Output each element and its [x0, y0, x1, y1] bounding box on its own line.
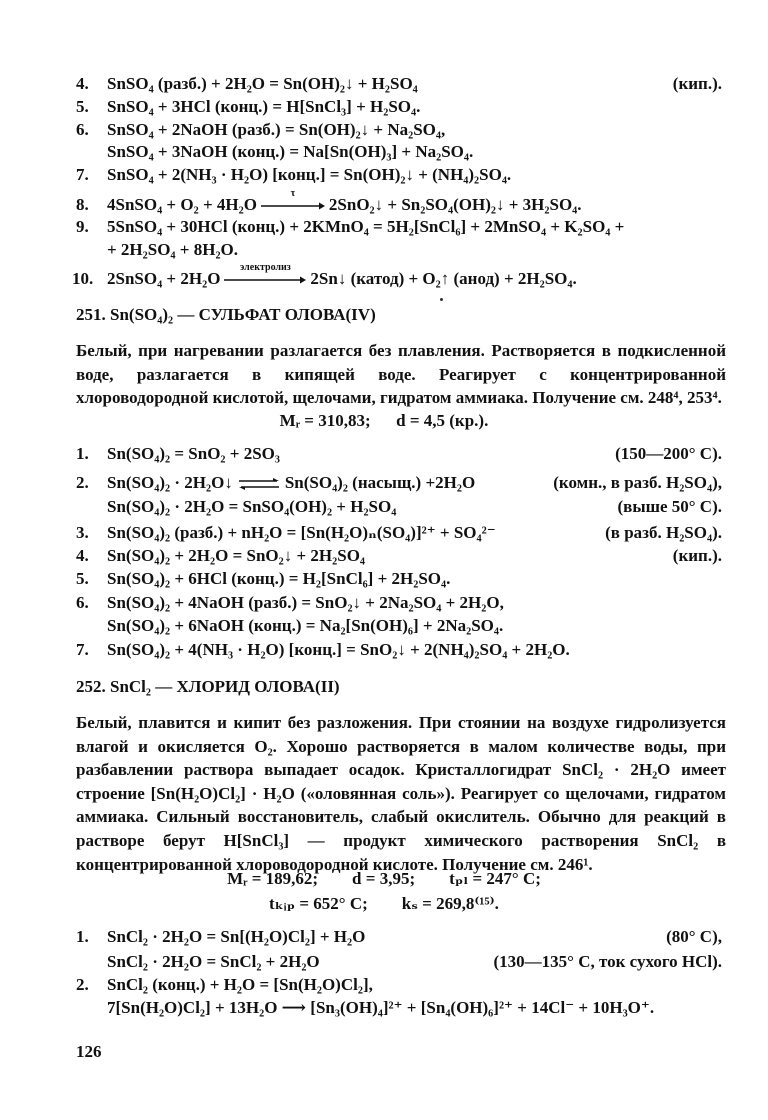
reaction-line: [76, 472, 722, 494]
reaction-condition: (выше 50° C).: [617, 497, 722, 516]
reaction-number: 7.: [76, 640, 89, 659]
reaction-equation: Sn(SO₄)₂ (разб.) + nH₂O = [Sn(H₂O)ₙ(SO₄)]²⁺ + SO₄²⁻: [107, 523, 496, 542]
reaction-equation: Sn(SO₄)₂ + 6NaOH (конц.) = Na₂[Sn(OH)₆] + 2Na₂SO₄.: [107, 616, 504, 635]
reaction-condition: (150—200° C).: [615, 444, 722, 463]
reaction-equation: + 2H₂SO₄ + 8H₂O.: [107, 240, 239, 259]
section-heading: 251. Sn(SO₄)₂ — СУЛЬФАТ ОЛОВА(IV): [76, 305, 376, 324]
reaction-condition: (130—135° C, ток сухого HCl).: [493, 952, 722, 971]
reaction-number: 4.: [76, 546, 89, 565]
reaction-line: [76, 568, 722, 590]
equation-left: Sn(SO₄)₂ · 2H₂O↓: [107, 473, 233, 492]
reaction-condition: (кип.).: [672, 546, 722, 565]
reaction-number: 7.: [76, 165, 89, 184]
reaction-equation: SnCl₂ (конц.) + H₂O = [Sn(H₂O)Cl₂],: [107, 975, 373, 994]
physical-properties: tₖᵢₚ = 652° C; kₛ = 269,8⁽¹⁵⁾.: [269, 894, 499, 913]
section-description: Белый, при нагревании разлагается без плавления. Растворяется в подкисленной воде, разлагается в кипящей воде. Реагирует с концентрированной хлороводородной кислотой, щелочами, гидратом аммиака. Получение см. 248⁴, 253⁴.: [76, 341, 726, 408]
reaction-number: 10.: [72, 269, 94, 288]
reaction-line: [76, 188, 722, 216]
equation-left: 2SnSO₄ + 2H₂O: [107, 269, 221, 288]
reaction-equation: Sn(SO₄)₂ + 2H₂O = SnO₂↓ + 2H₂SO₄: [107, 546, 366, 565]
reaction-equation: Sn(SO₄)₂ = SnO₂ + 2SO₃: [107, 444, 280, 463]
reaction-line: [76, 951, 722, 973]
reaction-equation: SnSO₄ + 2(NH₃ · H₂O) [конц.] = Sn(OH)₂↓ + (NH₄)₂SO₄.: [107, 165, 512, 184]
arrow-label: τ: [290, 188, 296, 200]
reaction-condition: (80° C),: [666, 927, 722, 946]
reaction-line: [76, 997, 722, 1019]
print-speck: [440, 298, 443, 301]
reaction-equation: Sn(SO₄)₂ + 6HCl (конц.) = H₂[SnCl₆] + 2H₂SO₄.: [107, 569, 451, 588]
arrow-label: электролиз: [240, 262, 291, 274]
reaction-condition: (комн., в разб. H₂SO₄),: [553, 473, 722, 492]
reaction-line: [76, 119, 722, 141]
reaction-line: [76, 592, 722, 614]
reaction-line: [76, 443, 722, 465]
reaction-equation: SnSO₄ + 3HCl (конц.) = H[SnCl₃] + H₂SO₄.: [107, 97, 421, 116]
reaction-number: 2.: [76, 473, 89, 492]
reaction-arrow: [261, 188, 325, 213]
reaction-number: 9.: [76, 217, 89, 236]
reaction-line: [76, 96, 722, 118]
reaction-equation: Sn(SO₄)₂ + 4NaOH (разб.) = SnO₂↓ + 2Na₂SO₄ + 2H₂O,: [107, 593, 504, 612]
reaction-number: 1.: [76, 444, 89, 463]
reaction-number: 6.: [76, 120, 89, 139]
physical-properties: Mᵣ = 310,83; d = 4,5 (кр.).: [279, 411, 489, 430]
reaction-line: [76, 141, 722, 163]
equation-right: 2SnO₂↓ + Sn₂SO₄(OH)₂↓ + 3H₂SO₄.: [328, 195, 582, 214]
reaction-number: 3.: [76, 523, 89, 542]
reaction-condition: (в разб. H₂SO₄).: [605, 523, 722, 542]
reaction-number: 2.: [76, 975, 89, 994]
section-description: Белый, плавится и кипит без разложения. При стоянии на воздухе гидролизуется влагой и окисляется O₂. Хорошо растворяется в малом количестве воды, при разбавлении раствора выпадает осадок. Кристаллогидрат SnCl₂ · 2H₂O имеет строение [Sn(H₂O)Cl₂] · H₂O («оловянная соль»). Реагирует со щелочами, гидратом аммиака. Сильный восстановитель, слабый окислитель. Обычно для реакций в растворе берут H[SnCl₃] — продукт химического растворения SnCl₂ в концентрированной хлороводородной кислоте. Получение см. 246¹.: [76, 713, 726, 874]
page-number: 126: [76, 1042, 102, 1061]
reaction-arrow: [224, 262, 306, 287]
reaction-number: 5.: [76, 569, 89, 588]
reaction-equation: 5SnSO₄ + 30HCl (конц.) + 2KMnO₄ = 5H₂[SnCl₆] + 2MnSO₄ + K₂SO₄ +: [107, 217, 625, 236]
reaction-number: 8.: [76, 195, 89, 214]
reaction-equation: Sn(SO₄)₂ · 2H₂O = SnSO₄(OH)₂ + H₂SO₄: [107, 497, 397, 516]
equilibrium-arrow: [237, 477, 281, 491]
reaction-line: [76, 974, 722, 996]
reaction-condition: (кип.).: [672, 74, 722, 93]
reaction-line: [76, 545, 722, 567]
reaction-equation: SnCl₂ · 2H₂O = SnCl₂ + 2H₂O: [107, 952, 320, 971]
physical-properties: Mᵣ = 189,62; d = 3,95; tₚₗ = 247° C;: [227, 869, 541, 888]
reaction-number: 1.: [76, 927, 89, 946]
reaction-number: 4.: [76, 74, 89, 93]
equation-right: 2Sn↓ (катод) + O₂↑ (анод) + 2H₂SO₄.: [310, 269, 577, 288]
reaction-equation: [107, 472, 475, 494]
reaction-equation: SnSO₄ (разб.) + 2H₂O = Sn(OH)₂↓ + H₂SO₄: [107, 74, 418, 93]
reaction-line: [76, 239, 722, 261]
reaction-equation: [107, 188, 582, 216]
reaction-line: [76, 164, 722, 186]
section-heading: 252. SnCl₂ — ХЛОРИД ОЛОВА(II): [76, 677, 340, 696]
reaction-line: [76, 522, 722, 544]
reaction-equation: [107, 262, 577, 290]
reaction-number: 6.: [76, 593, 89, 612]
reaction-line: [76, 496, 722, 518]
reaction-equation: SnSO₄ + 2NaOH (разб.) = Sn(OH)₂↓ + Na₂SO₄,: [107, 120, 446, 139]
reaction-line: [76, 639, 722, 661]
reaction-line: [76, 216, 722, 238]
reaction-equation: SnCl₂ · 2H₂O = Sn[(H₂O)Cl₂] + H₂O: [107, 927, 366, 946]
reaction-line: [76, 926, 722, 948]
reaction-equation: Sn(SO₄)₂ + 4(NH₃ · H₂O) [конц.] = SnO₂↓ + 2(NH₄)₂SO₄ + 2H₂O.: [107, 640, 570, 659]
reaction-equation: 7[Sn(H₂O)Cl₂] + 13H₂O ⟶ [Sn₃(OH)₄]²⁺ + [Sn₄(OH)₆]²⁺ + 14Cl⁻ + 10H₃O⁺.: [107, 998, 655, 1017]
reaction-equation: SnSO₄ + 3NaOH (конц.) = Na[Sn(OH)₃] + Na₂SO₄.: [107, 142, 474, 161]
reaction-line: [76, 73, 722, 95]
reaction-line: [76, 615, 722, 637]
equation-left: 4SnSO₄ + O₂ + 4H₂O: [107, 195, 257, 214]
reaction-line: [72, 262, 722, 290]
reaction-number: 5.: [76, 97, 89, 116]
equation-right: Sn(SO₄)₂ (насыщ.) +2H₂O: [284, 473, 476, 492]
